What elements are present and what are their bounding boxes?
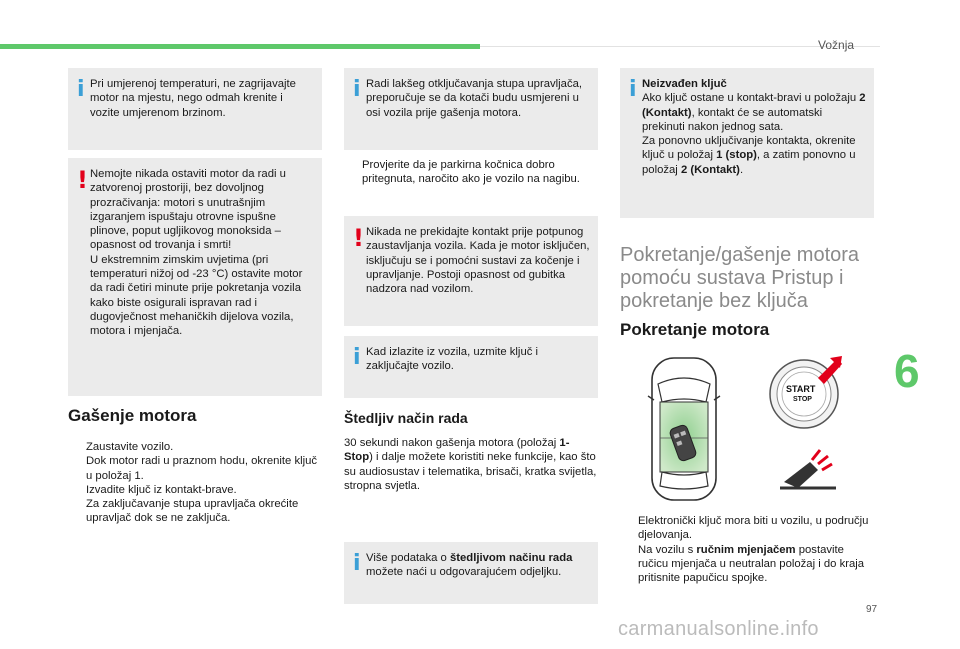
chapter-number: 6 bbox=[894, 345, 920, 397]
warning-box-exhaust bbox=[68, 158, 322, 396]
list-item: Dok motor radi u praznom hodu, okrenite ključ u položaj 1. bbox=[86, 455, 318, 482]
info-box-temperature bbox=[68, 68, 322, 150]
engine-off-steps bbox=[68, 440, 322, 526]
warning-box-ignition bbox=[344, 216, 598, 326]
heading-engine-start: Pokretanje motora bbox=[620, 320, 770, 339]
heading-engine-off: Gašenje motora bbox=[68, 406, 197, 425]
warning-text: Nemojte nikada ostaviti motor da radi u zatvorenoj prostoriji, bez dovoljnog prozračivanja: motori s unutrašnjim izgaranjem ispuštaju otrovne ispušne plinove, poput ugljikovog monoksida – opasnost od trovanja i smrti! U ekstremnim zimskim uvjetima (pri temperaturi nižoj od -23 °C) ostavite motor da radi četiri minute prije pokretanja vozila kako biste osigurali ispravan rad i dugovječnost mehaničkih dijelova vozila, motora i mjenjača. bbox=[90, 168, 303, 338]
info-icon: i bbox=[353, 551, 361, 576]
info-text: Više podataka o štedljivom načinu rada možete naći u odgovarajućem odjeljku. bbox=[366, 552, 573, 579]
list-item: Na vozilu s ručnim mjenjačem postavite ručicu mjenjača u neutralan položaj i do kraja pritisnite papučicu spojke. bbox=[638, 543, 865, 585]
list-item: Elektronički ključ mora biti u vozilu, u području djelovanja. bbox=[638, 515, 869, 542]
info-box-key-left bbox=[620, 68, 874, 218]
start-label: START bbox=[786, 384, 816, 394]
foot-pedal-illustration bbox=[778, 444, 842, 494]
list-item: Zaustavite vozilo. bbox=[86, 441, 174, 453]
info-box-steering bbox=[344, 68, 598, 150]
watermark: carmanualsonline.info bbox=[618, 618, 819, 640]
list-item: Provjerite da je parkirna kočnica dobro pritegnuta, naročito ako je vozilo na nagibu. bbox=[362, 159, 580, 186]
stop-label: STOP bbox=[793, 396, 812, 403]
list-item: Za zaključavanje stupa upravljača okrećite upravljač dok se ne zaključa. bbox=[86, 498, 299, 525]
warning-icon: ! bbox=[77, 166, 88, 194]
economy-mode-text: 30 sekundi nakon gašenja motora (položaj 1-Stop) i dalje možete koristiti neke funkcije, kao što su audiosustav i telematika, brisači, kratka svijetla, stropna svjetla. bbox=[344, 437, 597, 492]
info-icon: i bbox=[629, 77, 637, 102]
chapter-color-bar bbox=[0, 44, 480, 49]
page-number: 97 bbox=[866, 604, 878, 615]
parking-brake-note bbox=[344, 158, 598, 187]
warning-text: Nikada ne prekidajte kontakt prije potpunog zaustavljanja vozila. Kada je motor isključen, isključuju se i pomoćni sustavi za kočenje i upravljanje. Postoji opasnost od gubitka nadzora nad vozilom. bbox=[366, 226, 590, 296]
section-title: Vožnja bbox=[818, 38, 855, 52]
info-icon: i bbox=[353, 345, 361, 370]
engine-start-steps bbox=[620, 514, 874, 585]
info-text: Neizvađen ključ Ako ključ ostane u kontakt-bravi u položaju 2 (Kontakt), kontakt će se automatski prekinuti nakon jednog sata. Za ponovno uključivanje kontakta, okrenite ključ u položaj 1 (stop), a zatim ponovno u položaj 2 (Kontakt). bbox=[642, 78, 866, 176]
list-item: Izvadite ključ iz kontakt-brave. bbox=[86, 483, 237, 496]
heading-economy-mode: Štedljiv način rada bbox=[344, 410, 468, 426]
info-box-economy-more bbox=[344, 542, 598, 604]
info-icon: i bbox=[77, 77, 85, 102]
info-box-take-key bbox=[344, 336, 598, 398]
info-text: Radi lakšeg otključavanja stupa upravljača, preporučuje se da kotači budu usmjereni u osi vozila prije gašenja motora. bbox=[366, 78, 583, 119]
info-text: Pri umjerenoj temperaturi, ne zagrijavajte motor na mjestu, nego odmah krenite i vozite umjerenom brzinom. bbox=[90, 78, 296, 119]
info-icon: i bbox=[353, 77, 361, 102]
car-top-view-illustration bbox=[644, 354, 724, 504]
info-text: Kad izlazite iz vozila, uzmite ključ i zaključajte vozilo. bbox=[366, 346, 539, 373]
warning-icon: ! bbox=[353, 224, 364, 252]
section-big-title: Pokretanje/gašenje motora pomoću sustava Pristup i pokretanje bez ključa bbox=[620, 244, 860, 312]
